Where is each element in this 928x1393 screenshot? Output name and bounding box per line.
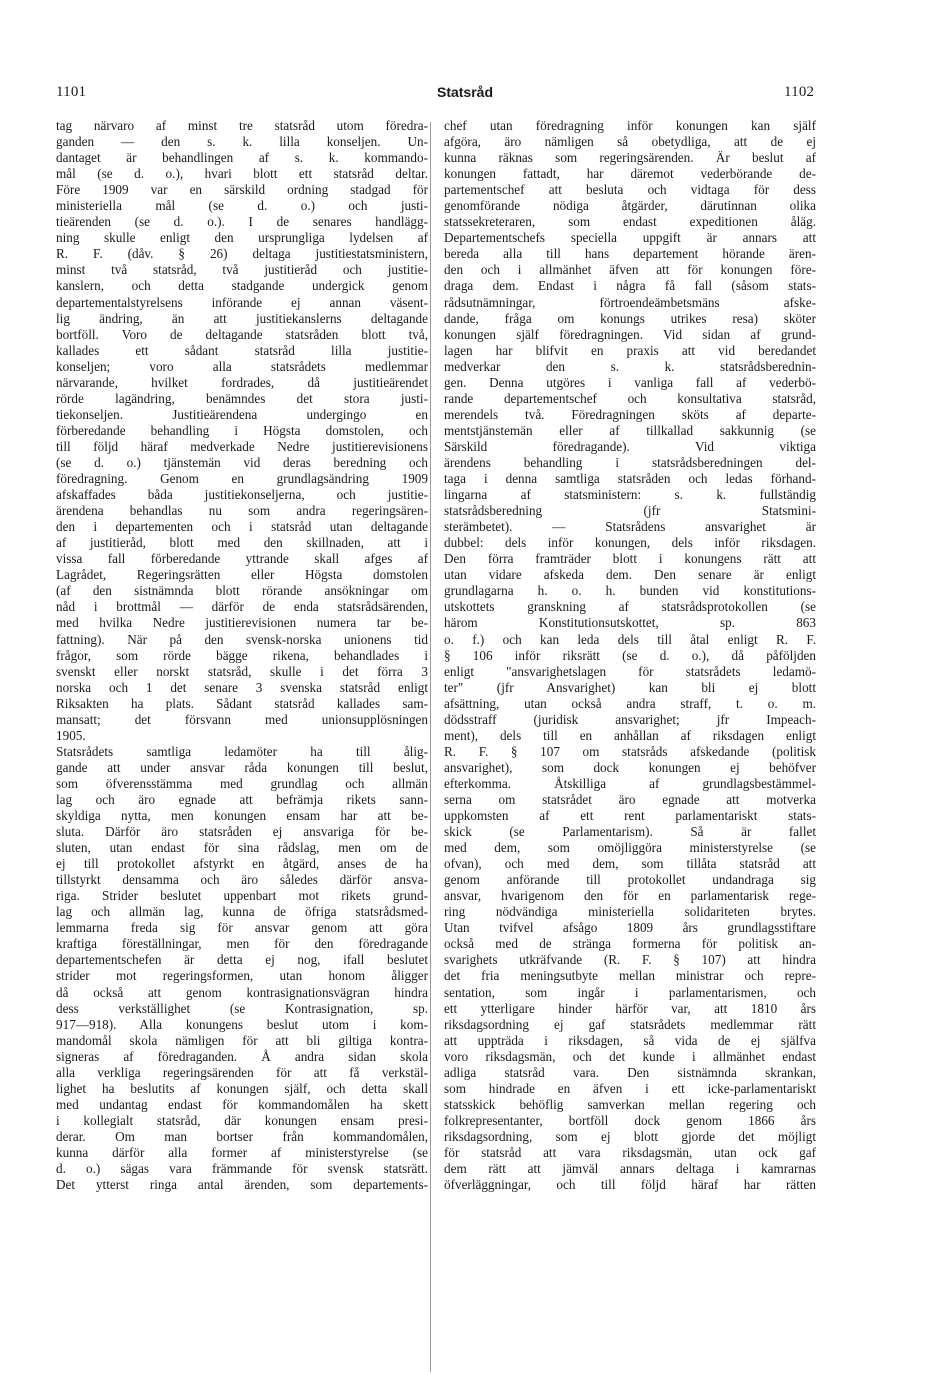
text-line: konungen själf föredragningen. Vid sidan af grund-: [444, 326, 816, 342]
text-line: d. o.) sägas vara främmande för svensk statsrätt.: [56, 1161, 428, 1177]
text-line: svenskt eller norskt statsråd, skulle i det förra 3: [56, 663, 428, 679]
text-line: sterämbetet). — Statsrådens ansvarighet är: [444, 519, 816, 535]
text-line: derar. Om man bortser från kommandomålen,: [56, 1128, 428, 1144]
text-line: grundlagarna h. o. h. bunden vid konstitutions-: [444, 583, 816, 599]
text-line: också med de stränga formerna för politisk an-: [444, 936, 816, 952]
text-line: mål (se d. o.), hvari blott ett statsråd deltar.: [56, 166, 428, 182]
left-page-number: 1101: [56, 84, 87, 100]
text-line: kallades ett sådant statsråd lilla justitie-: [56, 342, 428, 358]
text-line: sluten, utan endast för sina rådslag, men om de: [56, 840, 428, 856]
text-line: ett ytterligare hinder härför var, att 1810 års: [444, 1000, 816, 1016]
text-line: med dem, som omöjliggöra ministerstyrelse (se: [444, 840, 816, 856]
text-line: för statsråd att vara riksdagsmän, utan ock gaf: [444, 1145, 816, 1160]
text-line: bortföll. Voro de deltagande statsråden blott två,: [56, 326, 428, 342]
text-line: gen. Denna utgöres i vanliga fall af vederbö-: [444, 374, 816, 390]
text-line: bereda alla till hans departement hörande ären-: [444, 246, 816, 262]
text-line: afskaffades båda justitiekonseljerna, och justitie-: [56, 487, 428, 503]
text-line: tieärenden (se d. o.). I de senares handlägg-: [56, 214, 428, 230]
text-line: nåd i brottmål — därför de enda statsrådsärenden,: [56, 599, 428, 615]
text-line: skyldiga nytta, men konungen ensam har att be-: [56, 808, 428, 824]
text-line: Det ytterst ringa antal ärenden, som departements-: [56, 1177, 428, 1193]
text-line: ring nödvändiga ministeriella solidariteten brytes.: [444, 904, 816, 920]
text-line: ansvar, hvarigenom den för en parlamentarisk rege-: [444, 888, 816, 904]
text-line: kraftiga föreställningar, men för den föredragande: [56, 936, 428, 952]
text-line: R. F. § 107 om statsråds afskedande (politisk: [444, 743, 816, 759]
text-line: vissa fall förberedande yttrande skall afges af: [56, 551, 428, 567]
text-line: lag och äro egnade att befrämja rikets sann-: [56, 791, 428, 807]
text-line: Utan tvifvel afsågo 1809 års grundlagsstiftare: [444, 920, 816, 936]
text-line: dubbel: dels inför konungen, dels inför riksdagen.: [444, 535, 816, 551]
text-line: (af den sistnämnda blott rörande ansökningar om: [56, 583, 428, 599]
text-line: konungen fattadt, har däremot vederbörande de-: [444, 166, 816, 182]
right-text-column: [444, 118, 816, 1193]
text-line: förberedande behandling i Högsta domstolen, och: [56, 422, 428, 438]
text-line: svarighets utkräfvande (R. F. § 107) att hindra: [444, 952, 816, 968]
text-line: lingarna af statsministern: s. k. fullständig: [444, 487, 816, 503]
text-line: utskottets granskning af statsrådsprotokollen (se: [444, 599, 816, 615]
text-line: voro riksdagsmän, och det kunde i allmänhet endast: [444, 1048, 816, 1064]
text-line: R. F. (dåv. § 26) deltaga justitiestatsministern,: [56, 246, 428, 262]
text-line: tag närvaro af minst tre statsråd utom föredra-: [56, 118, 428, 133]
text-line: som hindrade en äfven i ett icke-parlamentariskt: [444, 1080, 816, 1096]
text-line: härom Konstitutionsutskottet, sp. 863: [444, 615, 816, 631]
text-line: med undantag endast för kommandomålen ha skett: [56, 1096, 428, 1112]
text-line: föredragning. Genom en grundlagsändring 1909: [56, 471, 428, 487]
text-line: sluta. Därför äro statsråden ej ansvariga för be-: [56, 824, 428, 840]
text-line: ment), dels till en anhållan af riksdagen enligt: [444, 727, 816, 743]
text-line: gande att under ansvar råda konungen till beslut,: [56, 759, 428, 775]
text-line: konseljen; voro alla statsrådets medlemmar: [56, 358, 428, 374]
text-line: Lagrådet, Regeringsrätten eller Högsta domstolen: [56, 567, 428, 583]
text-line: som öfverensstämma med grundlag och allmän: [56, 775, 428, 791]
text-line: chef utan föredragning inför konungen kan själf: [444, 118, 816, 133]
text-line: Departementschefs speciella uppgift är annars att: [444, 230, 816, 246]
text-line: lemmarna freda sig för ansvar genom att göra: [56, 920, 428, 936]
text-line: ning skulle enligt den ursprungliga lydelsen af: [56, 230, 428, 246]
text-line: lighet ha beslutits af konungen själf, och detta skall: [56, 1080, 428, 1096]
text-line: genom anförande till protokollet undandraga sig: [444, 872, 816, 888]
text-line: att uppträda i riksdagen, så vida de ej själfva: [444, 1032, 816, 1048]
text-line: departementschefen är detta ej nog, ifall beslutet: [56, 952, 428, 968]
text-line: mandomål skola nämligen för att bli giltiga kontra-: [56, 1032, 428, 1048]
text-line: departementalstyrelsens införande ej annan väsent-: [56, 294, 428, 310]
text-line: dantaget är behandlingen af s. k. kommando-: [56, 150, 428, 166]
text-line: närvarande, hvilket fordrades, då justitieärendet: [56, 374, 428, 390]
text-line: riga. Strider beslutet uppenbart mot rikets grund-: [56, 888, 428, 904]
running-head-title: Statsråd: [436, 84, 494, 100]
text-line: sentation, som ingår i parlamentarismen, och: [444, 984, 816, 1000]
text-line: afgöra, äro nämligen så obetydliga, att de ej: [444, 134, 816, 150]
text-line: lag och allmän lag, kunna de öfriga statsrådsmed-: [56, 904, 428, 920]
text-line: Före 1909 var en särskild ordning stadgad för: [56, 182, 428, 198]
text-line: till följd häraf medverkade Nedre justitierevisionens: [56, 438, 428, 454]
text-line: dande, fråga om konungs utrikes resa) sköter: [444, 310, 816, 326]
text-line: merendels två. Föredragningen sköts af departe-: [444, 406, 816, 422]
text-line: minst två statsråd, två justitieråd och justitie-: [56, 262, 428, 278]
text-line: i kollegialt statsråd, där konungen ensam presi-: [56, 1112, 428, 1128]
text-line: mansatt; det försvann med unionsupplösningen: [56, 711, 428, 727]
text-line: ter" (jfr Ansvarighet) kan bli ej blott: [444, 679, 816, 695]
text-line: norska och 1 det senare 3 svenska statsråd enligt: [56, 679, 428, 695]
text-line: ej till protokollet afstyrkt en åtgärd, anses de ha: [56, 856, 428, 872]
text-line: frågor, som rörde bägge rikena, behandlades i: [56, 647, 428, 663]
text-line: dess verkställighet (se Kontrasignation, sp.: [56, 1000, 428, 1016]
text-line: draga dem. Endast i några få fall (såsom stats-: [444, 278, 816, 294]
text-line: § 106 inför riksrätt (se d. o.), då påföljden: [444, 647, 816, 663]
text-line: lig ändring, än att justitiekanslerns deltagande: [56, 310, 428, 326]
text-line: alla verkliga regeringsärenden för att få verkstäl-: [56, 1064, 428, 1080]
text-line: ärendens behandling i statsrådsberedningen del-: [444, 454, 816, 470]
text-line: af justitieråd, blott med den skillnaden, att i: [56, 535, 428, 551]
text-line: Riksakten ha plats. Sådant statsråd kallades sam-: [56, 695, 428, 711]
text-line: strider mot regeringsformen, utan honom åligger: [56, 968, 428, 984]
text-line: skick (se Parlamentarism). Så är fallet: [444, 824, 816, 840]
text-line: enligt "ansvarighetslagen för statsrådets ledamö-: [444, 663, 816, 679]
text-line: lagen har blifvit en praxis att vid beredandet: [444, 342, 816, 358]
text-line: statssekreteraren, som endast expeditionen åläg.: [444, 214, 816, 230]
text-line: serna om statsrådet äro egnade att motverka: [444, 791, 816, 807]
text-line: Särskild föredragande). Vid viktiga: [444, 438, 816, 454]
text-line: riksdagsordning, som ej blott gjorde det möjligt: [444, 1128, 816, 1144]
text-line: statsrådsberedning (jfr Statsmini-: [444, 503, 816, 519]
text-line: (se d. o.) tjänstemän vid deras beredning och: [56, 454, 428, 470]
text-line: tillstyrkt densamma och äro således därför ansva-: [56, 872, 428, 888]
text-line: adliga statsråd vara. Den sistnämnda skrankan,: [444, 1064, 816, 1080]
text-line: Statsrådets samtliga ledamöter ha till ålig-: [56, 743, 428, 759]
text-line: då också att genom kontrasignationsvägran hindra: [56, 984, 428, 1000]
column-divider: [430, 122, 431, 1372]
text-line: ofvan), och med dem, som tillåta statsråd att: [444, 856, 816, 872]
text-line: taga i denna samtliga statsråden och ledas förhand-: [444, 471, 816, 487]
text-line: med hvilka Nedre justitierevisionen numera tar be-: [56, 615, 428, 631]
text-line: 917—918). Alla konungens beslut utom i kom-: [56, 1016, 428, 1032]
text-line: signeras af föredraganden. Å andra sidan skola: [56, 1048, 428, 1064]
text-line: 1905.: [56, 727, 86, 743]
text-line: kunna räknas som regeringsärenden. Är beslut af: [444, 150, 816, 166]
text-line: ärendena behandlas nu som andra regeringsären-: [56, 503, 428, 519]
text-line: kunna därför alla former af ministerstyrelse (se: [56, 1145, 428, 1160]
text-line: dödsstraff (juridisk ansvarighet; jfr Impeach-: [444, 711, 816, 727]
text-line: ministeriella mål (se d. o.) och justi-: [56, 198, 428, 214]
text-line: uppkomsten af ett rent parlamentariskt stats-: [444, 808, 816, 824]
text-line: ganden — den s. k. lilla konseljen. Un-: [56, 134, 428, 150]
text-line: statsskick behöflig samverkan mellan regering och: [444, 1096, 816, 1112]
text-line: utan vidare afskeda dem. Den senare är enligt: [444, 567, 816, 583]
text-line: mentstjänstemän eller af tillkallad sakkunnig (se: [444, 422, 816, 438]
text-line: rådsutnämningar, förtroendeämbetsmäns afske-: [444, 294, 816, 310]
text-line: Den förra framträder blott i konungens rätt att: [444, 551, 816, 567]
text-line: efterkomma. Åtskilliga af grundlagsbestämmel-: [444, 775, 816, 791]
left-text-column: [56, 118, 428, 1193]
text-line: den och i allmänhet äfven att för konungen före-: [444, 262, 816, 278]
text-line: medverkar den s. k. statsrådsberednin-: [444, 358, 816, 374]
text-line: ansvarighet), som dock konungen ej behöfver: [444, 759, 816, 775]
text-line: det fria meningsutbyte mellan ministrar och repre-: [444, 968, 816, 984]
text-line: dem rätt att jämväl annars deltaga i kamrarnas: [444, 1161, 816, 1177]
text-line: genomförande nödiga åtgärder, därutinnan olika: [444, 198, 816, 214]
right-page-number: 1102: [784, 84, 815, 100]
text-line: rande departementschef och konsultativa statsråd,: [444, 390, 816, 406]
text-line: o. f.) och kan leda dels till åtal enligt R. F.: [444, 631, 816, 647]
text-line: partementschef att besluta och vidtaga för dess: [444, 182, 816, 198]
text-line: riksdagsordning ej gaf statsrådets medlemmar rätt: [444, 1016, 816, 1032]
text-line: kanslern, och detta stadgande undergick genom: [56, 278, 428, 294]
text-line: öfverläggningar, och till följd häraf har rätten: [444, 1177, 816, 1193]
text-line: rörde lagändring, benämndes det stora justi-: [56, 390, 428, 406]
text-line: fattning). När på den svensk-norska unionens tid: [56, 631, 428, 647]
text-line: tiekonseljen. Justitieärendena undergingo en: [56, 406, 428, 422]
text-line: afsättning, utan också andra straff, t. o. m.: [444, 695, 816, 711]
text-line: den i departementen och i statsråd utan deltagande: [56, 519, 428, 535]
text-line: folkrepresentanter, bortföll dock genom 1866 års: [444, 1112, 816, 1128]
